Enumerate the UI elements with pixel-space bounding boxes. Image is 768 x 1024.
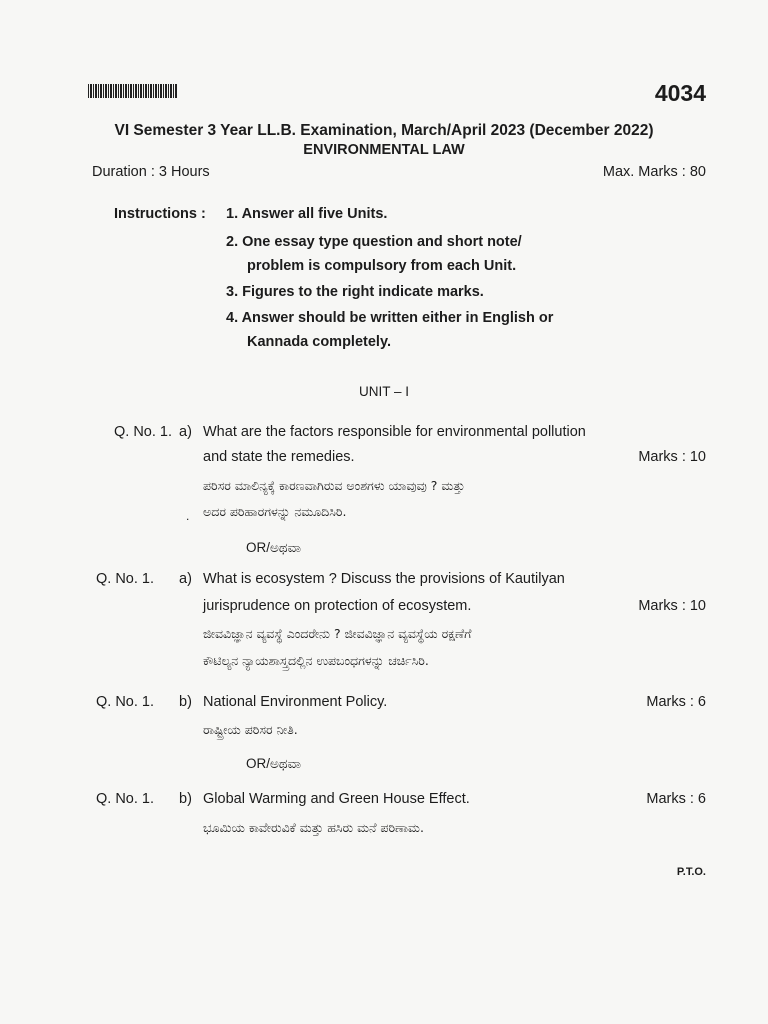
question-text-kn: ಪರಿಸರ ಮಾಲಿನ್ಯಕ್ಕೆ ಕಾರಣವಾಗಿರುವ ಅಂಶಗಳು ಯಾವುವು ? ಮತ್ತು [203, 478, 465, 493]
question-number: Q. No. 1. [96, 791, 155, 807]
instruction-item: 4. Answer should be written either in English or [226, 310, 554, 326]
instructions-label: Instructions : [114, 206, 206, 222]
or-separator: OR/ಅಥವಾ [246, 540, 302, 555]
question-text-kn: ಅದರ ಪರಿಹಾರಗಳನ್ನು ನಮೂದಿಸಿರಿ. [203, 504, 347, 519]
or-separator: OR/ಅಥವಾ [246, 756, 302, 771]
question-number: Q. No. 1. [96, 694, 155, 710]
question-text-en: and state the remedies. [203, 449, 355, 465]
question-text-en: jurisprudence on protection of ecosystem. [203, 598, 472, 614]
instruction-item: problem is compulsory from each Unit. [247, 258, 517, 274]
subject-title: ENVIRONMENTAL LAW [303, 142, 465, 158]
question-text-en: What is ecosystem ? Discuss the provisions of Kautilyan [203, 571, 565, 587]
question-marks: Marks : 10 [638, 598, 706, 614]
instruction-item: 1. Answer all five Units. [226, 206, 388, 222]
question-text-kn: ಜೀವವಿಜ್ಞಾನ ವ್ಯವಸ್ಥೆ ಎಂದರೇನು ? ಜೀವವಿಜ್ಞಾನ ವ್ಯವಸ್ಥೆಯ ರಕ್ಷಣೆಗೆ [203, 626, 472, 641]
instruction-item: Kannada completely. [247, 334, 391, 350]
question-marks: Marks : 10 [638, 449, 706, 465]
stray-mark: . [186, 509, 190, 523]
max-marks: Max. Marks : 80 [602, 164, 706, 180]
instruction-item: 2. One essay type question and short note/ [226, 234, 522, 250]
duration: Duration : 3 Hours [92, 164, 210, 180]
question-number: Q. No. 1. [114, 424, 173, 440]
unit-heading: UNIT – I [358, 384, 409, 399]
question-text-kn: ರಾಷ್ಟ್ರೀಯ ಪರಿಸರ ನೀತಿ. [203, 722, 298, 737]
question-marks: Marks : 6 [646, 694, 706, 710]
question-part: a) [179, 571, 192, 587]
question-text-en: National Environment Policy. [203, 694, 388, 710]
question-text-en: Global Warming and Green House Effect. [203, 791, 470, 807]
page-turn-note: P.T.O. [676, 866, 706, 878]
question-text-kn: ಭೂಮಿಯ ಕಾವೇರುವಿಕೆ ಮತ್ತು ಹಸಿರು ಮನೆ ಪರಿಣಾಮ. [203, 820, 424, 835]
question-part: b) [179, 791, 192, 807]
question-marks: Marks : 6 [646, 791, 706, 807]
question-part: b) [179, 694, 192, 710]
question-number: Q. No. 1. [96, 571, 155, 587]
question-text-en: What are the factors responsible for environmental pollution [203, 424, 586, 440]
question-text-kn: ಕೌಟಿಲ್ಯನ ನ್ಯಾಯಶಾಸ್ತ್ರದಲ್ಲಿನ ಉಪಬಂಧಗಳನ್ನು ಚರ್ಚಿಸಿರಿ. [203, 653, 429, 668]
exam-title: VI Semester 3 Year LL.B. Examination, March/April 2023 (December 2022) [114, 122, 654, 139]
paper-code: 4034 [654, 80, 706, 106]
barcode [88, 84, 178, 98]
question-part: a) [179, 424, 192, 440]
instruction-item: 3. Figures to the right indicate marks. [226, 284, 484, 300]
